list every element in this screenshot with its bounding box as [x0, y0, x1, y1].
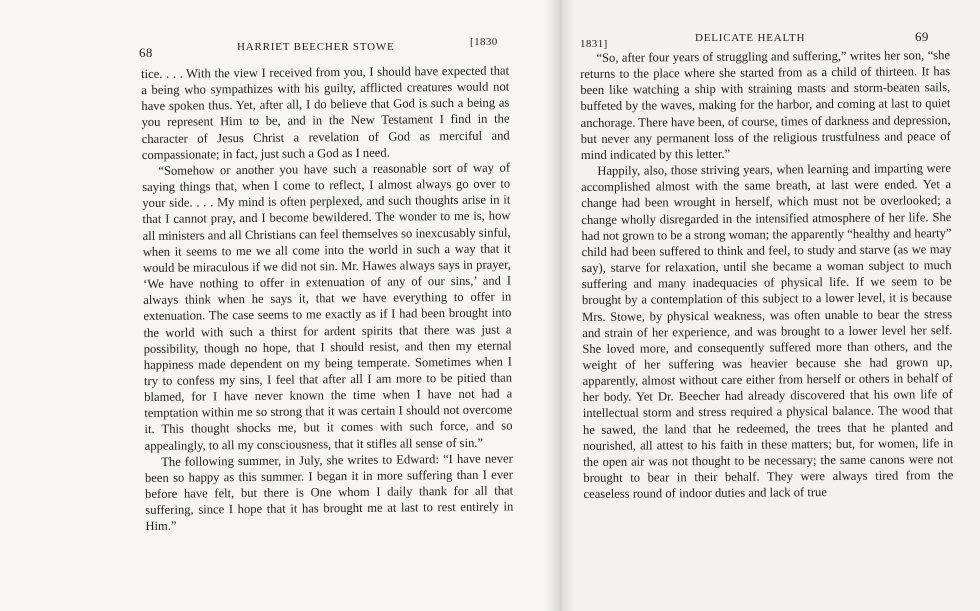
left-paragraph: tice. . . . With the view I received from you, I should have expected that a being who sympathizes with his guilty, afflicted creatures would not have spoken thus. Yet, after all, I do believe that God is such a being as you represent Him to be, and in the New Testament I find in the character of Jesus Christ a revelation of God as merciful and compassionate; in fact, just such a God as I need. — [141, 63, 510, 162]
right-paragraph: “So, after four years of struggling and suffering,” writes her son, “she returns to the place where she started from as a child of thirteen. It has been like watching a ship with straining masts and storm-beaten sails, buffeted by the waves, making for the harbor, and coming at last to quiet anchorage. There have been, of course, times of darkness and depression, but never any permanent loss of the religious trustfulness and peace of mind indicated by this letter.” — [580, 48, 951, 162]
left-year: [1830 — [470, 36, 498, 48]
right-page-number: 69 — [915, 29, 929, 44]
left-body-text — [141, 62, 513, 534]
left-page-number: 68 — [139, 45, 153, 60]
left-paragraph: “Somehow or another you have such a reasonable sort of way of saying things that, when I come to reflect, I almost always go over to your side. . . . My mind is often perplexed, and such thoughts arise in it that I cannot pray, and I become bewildered. The wonder to me is, how all ministers and all Christians can feel themselves so inexcusably sinful, when it seems to me we all come into the world in such a way that it would be miraculous if we did not sin. Mr. Hawes always says in prayer, ‘We have nothing to offer in extenuation of any of our sins,’ and I always think when he says it, that we have everything to offer in extenuation. The case seems to me exactly as if I had been brought into the world with such a thirst for ardent spirits that there was just a possibility, though no hope, that I should resist, and then my eternal happiness made dependent on my being temperate. Sometimes when I try to confess my sins, I feel that after all I am more to be pitied than blamed, for I have never known the time when I have not had a temptation within me so strong that it was certain I should not overcome it. This thought shocks me, but it comes with such force, and so appealingly, to all my consciousness, that it stifles all sense of sin.” — [142, 160, 513, 453]
right-year: 1831] — [580, 38, 608, 50]
left-running-head: HARRIET BEECHER STOWE — [237, 41, 395, 53]
right-body-text — [580, 47, 954, 502]
right-paragraph: Happily, also, those striving years, when learning and imparting were accomplished almost with the same breath, at last were ended. Yet a change had been wrought in herself, which must not be overlooked; a change wholly disregarded in the intensified atmosphere of her life. She had not grown to be a strong woman; the apparently “healthy and hearty” child had been suffered to think and feel, to study and starve (as we may say), starve for relaxation, until she became a woman subject to much suffering and many inadequacies of physical life. If we seem to be brought by a contemplation of this subject to a lower level, it is because Mrs. Stowe, by physical weakness, was often unable to bear the stress and strain of her experience, and was brought to a lower level her self. She loved more, and consequently suffered more than others, and the weight of her suffering was heavier because she had grown up, apparently, almost without care either from herself or others in behalf of her body. Yet Dr. Beecher had already discovered that his own life of intellectual storm and stress required a physical balance. The wood that he sawed, the land that he redeemed, the trees that he planted and nourished, all attest to his faith in these matters; but, for women, life in the open air was not thought to be necessary; the same canons were not brought to bear in their behalf. They were always tired from the ceaseless round of indoor duties and lack of true — [581, 161, 954, 502]
right-running-head: DELICATE HEALTH — [695, 32, 806, 44]
left-paragraph: The following summer, in July, she writes to Edward: “I have never been so happy as this summer. I began it in more suffering than I ever before have felt, but there is One whom I daily thank for all that suffering, since I hope that it has brought me at last to rest entirely in Him.” — [144, 451, 514, 534]
right-page — [560, 0, 980, 611]
book-gutter — [545, 0, 575, 611]
